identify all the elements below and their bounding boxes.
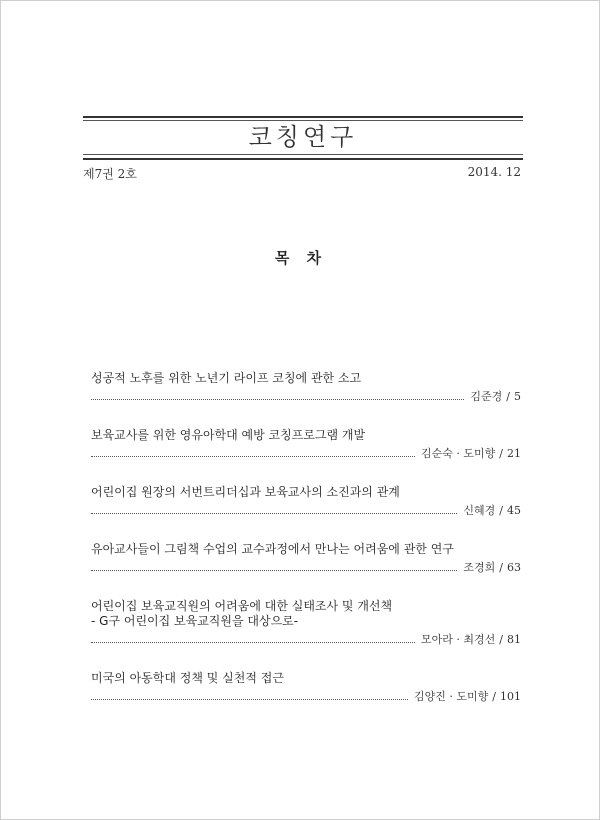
page-separator: / (492, 690, 496, 703)
toc-entry (91, 599, 521, 647)
toc-entry-authors: 조경희 (463, 561, 496, 574)
title-rule-top (83, 116, 523, 118)
table-of-contents (91, 371, 521, 728)
toc-entry-meta (421, 445, 521, 461)
toc-entry-leader (91, 502, 521, 518)
toc-entry-meta (414, 688, 521, 704)
toc-entry-title: 보육교사를 위한 영유아학대 예방 코칭프로그램 개발 (91, 428, 366, 442)
toc-entry-leader (91, 559, 521, 575)
page-separator: / (499, 447, 503, 460)
page-separator: / (499, 504, 503, 517)
toc-entry-authors: 김순숙 · 도미향 (421, 447, 496, 460)
title-rule-bottom (83, 158, 523, 160)
toc-entry-title: 미국의 아동학대 정책 및 실천적 접근 (91, 671, 284, 685)
page-separator: / (506, 390, 510, 403)
page-separator: / (499, 633, 503, 646)
toc-entry-title: 유아교사들이 그림책 수업의 교수과정에서 만나는 어려움에 관한 연구 (91, 542, 454, 556)
page-separator: / (499, 561, 503, 574)
toc-entry-leader (91, 388, 521, 404)
toc-entry (91, 542, 521, 575)
toc-entry (91, 428, 521, 461)
toc-entry-authors: 김준경 (470, 390, 503, 403)
dot-leader (91, 399, 464, 400)
toc-entry-leader (91, 688, 521, 704)
dot-leader (91, 456, 415, 457)
toc-entry-page: 45 (507, 504, 521, 517)
toc-entry-leader (91, 631, 521, 647)
toc-entry-page: 63 (507, 561, 521, 574)
title-rule-bottom-inner (83, 154, 523, 155)
toc-entry (91, 485, 521, 518)
journal-title: 코칭연구 (248, 123, 358, 151)
toc-entry-authors: 김양진 · 도미향 (414, 690, 489, 703)
toc-entry-meta (463, 502, 521, 518)
dot-leader (91, 570, 457, 571)
toc-entry (91, 371, 521, 404)
toc-entry-meta (421, 631, 521, 647)
toc-entry-authors: 신혜경 (463, 504, 496, 517)
toc-entry-meta (470, 388, 521, 404)
toc-entry-subtitle: - G구 어린이집 보육교직원을 대상으로- (91, 614, 299, 628)
toc-entry-page: 101 (500, 690, 521, 703)
toc-heading: 목 차 (274, 249, 328, 267)
toc-entry-leader (91, 445, 521, 461)
toc-entry-title: 어린이집 보육교직원의 어려움에 대한 실태조사 및 개선책 (91, 599, 393, 613)
toc-entry-page: 21 (507, 447, 521, 460)
toc-entry-title: 어린이집 원장의 서번트리더십과 보육교사의 소진과의 관계 (91, 485, 400, 499)
dot-leader (91, 699, 408, 700)
dot-leader (91, 642, 415, 643)
publication-date: 2014. 12 (467, 165, 521, 179)
dot-leader (91, 513, 457, 514)
volume-issue: 제7권 2호 (83, 167, 137, 181)
toc-entry-meta (463, 559, 521, 575)
toc-entry-page: 81 (507, 633, 521, 646)
toc-entry (91, 671, 521, 704)
toc-entry-title: 성공적 노후를 위한 노년기 라이프 코칭에 관한 소고 (91, 371, 362, 385)
toc-entry-page: 5 (514, 390, 521, 403)
toc-entry-authors: 모아라 · 최경선 (421, 633, 496, 646)
